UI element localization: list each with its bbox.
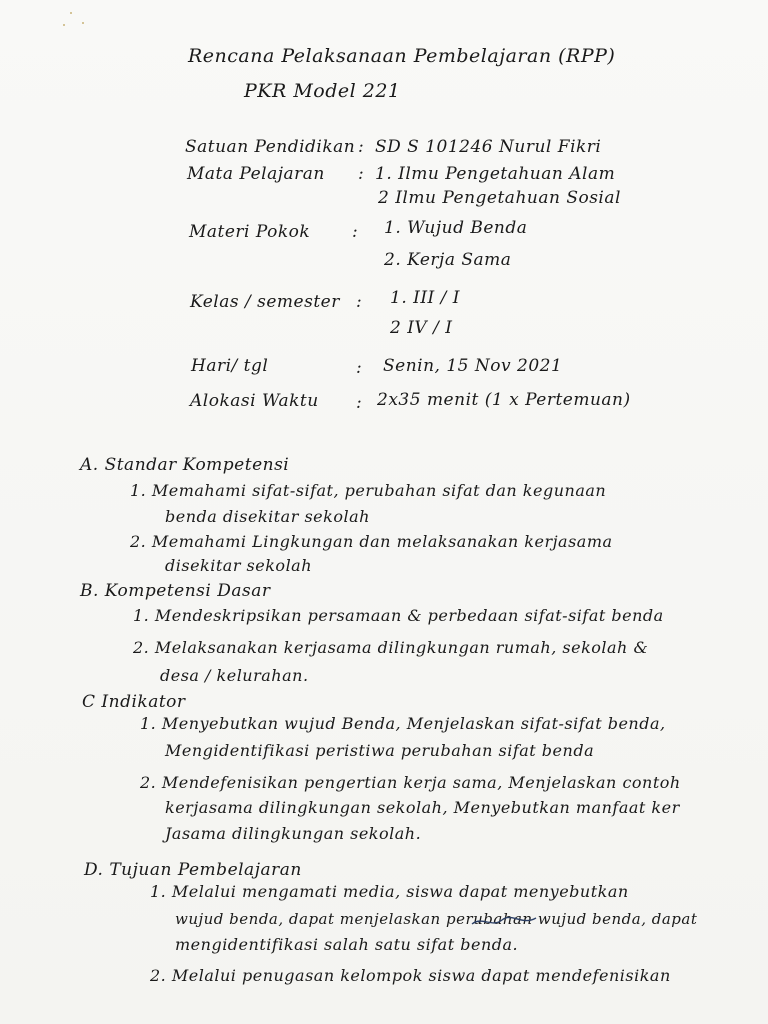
section-c-item-2-line-2: kerjasama dilingkungan sekolah, Menyebutkan manfaat ker [165, 798, 680, 817]
meta-label-materi: Materi Pokok [189, 222, 311, 242]
meta-value-hari: Senin, 15 Nov 2021 [383, 356, 563, 376]
meta-sep-kelas: : [356, 292, 363, 312]
section-d-heading: D. Tujuan Pembelajaran [84, 860, 302, 880]
meta-value-mapel-2: 2 Ilmu Pengetahuan Sosial [378, 188, 621, 208]
meta-label-alokasi: Alokasi Waktu [190, 391, 319, 411]
section-b-heading: B. Kompetensi Dasar [80, 581, 271, 601]
meta-label-kelas: Kelas / semester [190, 292, 340, 312]
meta-sep-alokasi: : [356, 393, 363, 413]
section-b-item-1: 1. Mendeskripsikan persamaan & perbedaan sifat-sifat benda [133, 606, 664, 625]
section-d-item-1-line-2: wujud benda, dapat menjelaskan perubahan wujud benda, dapat [175, 910, 698, 928]
meta-sep-materi: : [352, 222, 359, 242]
section-a-item-2-line-2: disekitar sekolah [165, 556, 313, 575]
section-a-item-1-line-1: 1. Memahami sifat-sifat, perubahan sifat dan kegunaan [130, 481, 607, 500]
section-d-item-1-line-1: 1. Melalui mengamati media, siswa dapat menyebutkan [150, 882, 629, 901]
section-a-item-2-line-1: 2. Memahami Lingkungan dan melaksanakan kerjasama [130, 532, 613, 551]
meta-label-hari: Hari/ tgl [191, 356, 269, 376]
section-c-item-2-line-1: 2. Mendefenisikan pengertian kerja sama, Menjelaskan contoh [140, 773, 681, 792]
section-c-item-1-line-2: Mengidentifikasi peristiwa perubahan sifat benda [165, 741, 595, 760]
meta-label-mapel: Mata Pelajaran [187, 164, 325, 184]
section-c-item-1-line-1: 1. Menyebutkan wujud Benda, Menjelaskan sifat-sifat benda, [140, 714, 666, 733]
section-c-item-2-line-3: Jasama dilingkungan sekolah. [165, 824, 422, 843]
paper-specks [60, 10, 90, 30]
section-b-item-2-line-2: desa / kelurahan. [160, 666, 309, 685]
meta-value-kelas-1: 1. III / I [390, 288, 461, 308]
meta-value-kelas-2: 2 IV / I [390, 318, 453, 338]
meta-value-materi-1: 1. Wujud Benda [384, 218, 528, 238]
meta-sep-mapel: : [358, 164, 365, 184]
meta-value-mapel-1: 1. Ilmu Pengetahuan Alam [375, 164, 616, 184]
ink-correction-mark [470, 912, 540, 932]
section-a-item-1-line-2: benda disekitar sekolah [165, 507, 370, 526]
section-d-item-1-line-3: mengidentifikasi salah satu sifat benda. [175, 935, 519, 954]
section-d-item-2-line-1: 2. Melalui penugasan kelompok siswa dapat mendefenisikan [150, 966, 671, 985]
meta-sep-satuan: : [358, 137, 365, 157]
meta-sep-hari: : [356, 358, 363, 378]
meta-label-satuan: Satuan Pendidikan [185, 137, 356, 157]
section-b-item-2-line-1: 2. Melaksanakan kerjasama dilingkungan rumah, sekolah & [133, 638, 649, 657]
meta-value-alokasi: 2x35 menit (1 x Pertemuan) [377, 390, 631, 410]
meta-value-satuan: SD S 101246 Nurul Fikri [375, 137, 602, 157]
section-c-heading: C Indikator [82, 692, 186, 712]
section-a-heading: A. Standar Kompetensi [80, 455, 290, 475]
page-subtitle: PKR Model 221 [244, 80, 401, 102]
meta-value-materi-2: 2. Kerja Sama [384, 250, 512, 270]
page-title: Rencana Pelaksanaan Pembelajaran (RPP) [188, 45, 616, 67]
